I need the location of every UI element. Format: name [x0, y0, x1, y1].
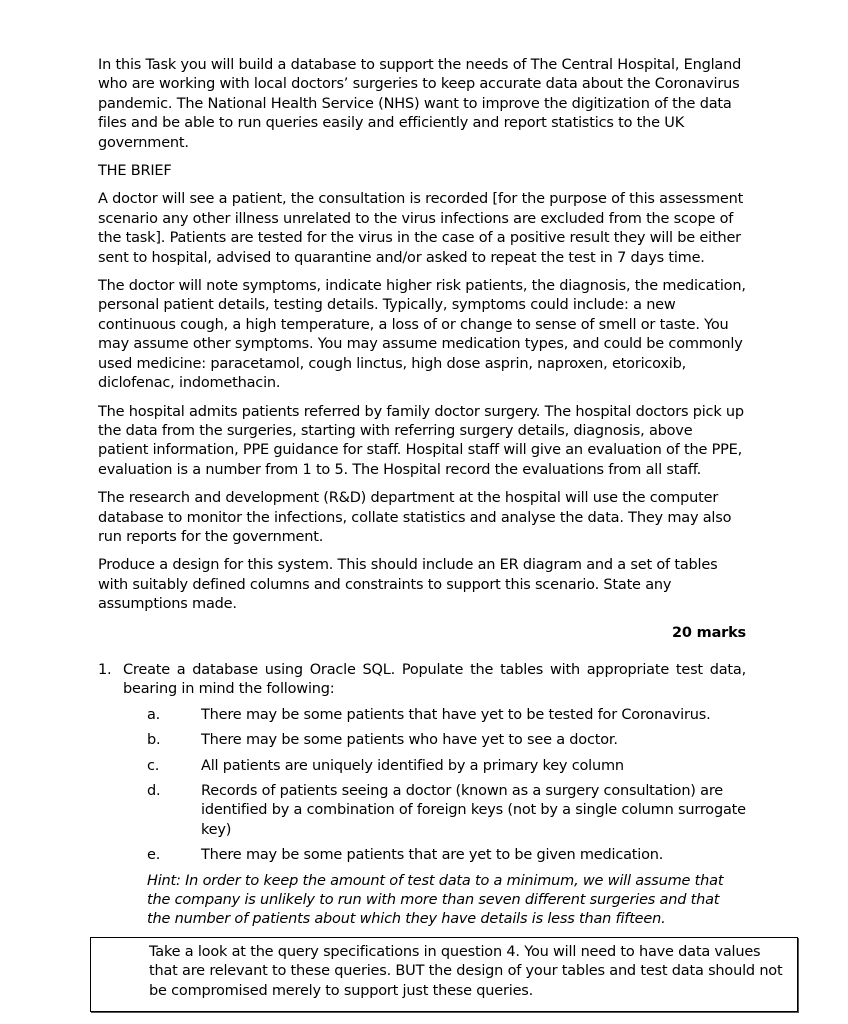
list-item-letter: b.	[147, 732, 161, 749]
brief-heading: THE BRIEF	[98, 163, 172, 180]
list-item-letter: a.	[147, 706, 161, 723]
brief-paragraph-4: The research and development (R&D) department at the hospital will use the computer database to monitor the infections, collate statistics and analyse the data. They may also run reports for the government.	[98, 490, 732, 545]
intro-paragraph: In this Task you will build a database to support the needs of The Central Hospital, England who are working with local doctors’ surgeries to keep accurate data about the Coronavirus pandemic. The National Health Service (NHS) want to improve the digitization of the data files and be able to run queries easily and efficiently and report statistics to the UK government.	[98, 57, 742, 151]
brief-paragraph-2: The doctor will note symptoms, indicate higher risk patients, the diagnosis, the medication, personal patient details, testing details. Typically, symptoms could include: a new continuous cough, a high temperature, a loss of or change to sense of smell or taste. You may assume other symptoms. You may assume medication types, and could be commonly used medicine: paracetamol, cough linctus, high dose asprin, naproxen, etoricoxib, diclofenac, indomethacin.	[98, 278, 746, 392]
list-item-letter: c.	[147, 757, 160, 774]
list-item	[98, 731, 746, 750]
brief-paragraph-3: The hospital admits patients referred by family doctor surgery. The hospital doctors pick up the data from the surgeries, starting with referring surgery details, diagnosis, above patient information, PPE guidance for staff. Hospital staff will give an evaluation of the PPE, evaluation is a number from 1 to 5. The Hospital record the evaluations from all staff.	[98, 403, 744, 478]
list-item-letter: e.	[147, 847, 161, 864]
hint-text: Hint: In order to keep the amount of test data to a minimum, we will assume that the company is unlikely to run with more than seven different surgeries and that the number of patients about which they have details is less than fifteen.	[147, 872, 724, 928]
list-item-text: There may be some patients who have yet to see a doctor.	[201, 732, 618, 749]
brief-paragraph-1: A doctor will see a patient, the consultation is recorded [for the purpose of this assessment scenario any other illness unrelated to the virus infections are excluded from the scope of the task]. Patients are tested for the virus in the case of a positive result they will be either sent to hospital, advised to quarantine and/or asked to repeat the test in 7 days time.	[98, 191, 744, 266]
list-item-text: There may be some patients that have yet to be tested for Coronavirus.	[201, 706, 711, 723]
question-1-number: 1.	[98, 661, 112, 678]
question-1-sublist	[98, 706, 746, 866]
list-item-letter: d.	[147, 783, 161, 799]
list-item	[98, 757, 746, 776]
list-item	[98, 782, 746, 840]
marks-label: 20 marks	[672, 624, 746, 641]
question-1-text: Create a database using Oracle SQL. Populate the tables with appropriate test data, bearing in mind the following:	[123, 661, 746, 698]
note-box	[90, 937, 798, 1012]
question-1	[98, 661, 746, 700]
note-text: Take a look at the query specifications in question 4. You will need to have data values that are relevant to these queries. BUT the design of your tables and test data should not be compromised merely to support just these queries.	[149, 944, 783, 999]
list-item	[98, 846, 746, 865]
document-page	[98, 56, 746, 948]
list-item-text: Records of patients seeing a doctor (known as a surgery consultation) are identified by a combination of foreign keys (not by a single column surrogate key)	[201, 783, 746, 838]
list-item-text: All patients are uniquely identified by a primary key column	[201, 757, 624, 774]
list-item	[98, 706, 746, 725]
brief-paragraph-5: Produce a design for this system. This should include an ER diagram and a set of tables with suitably defined columns and constraints to support this scenario. State any assumptions made.	[98, 557, 718, 613]
list-item-text: There may be some patients that are yet to be given medication.	[201, 847, 664, 864]
